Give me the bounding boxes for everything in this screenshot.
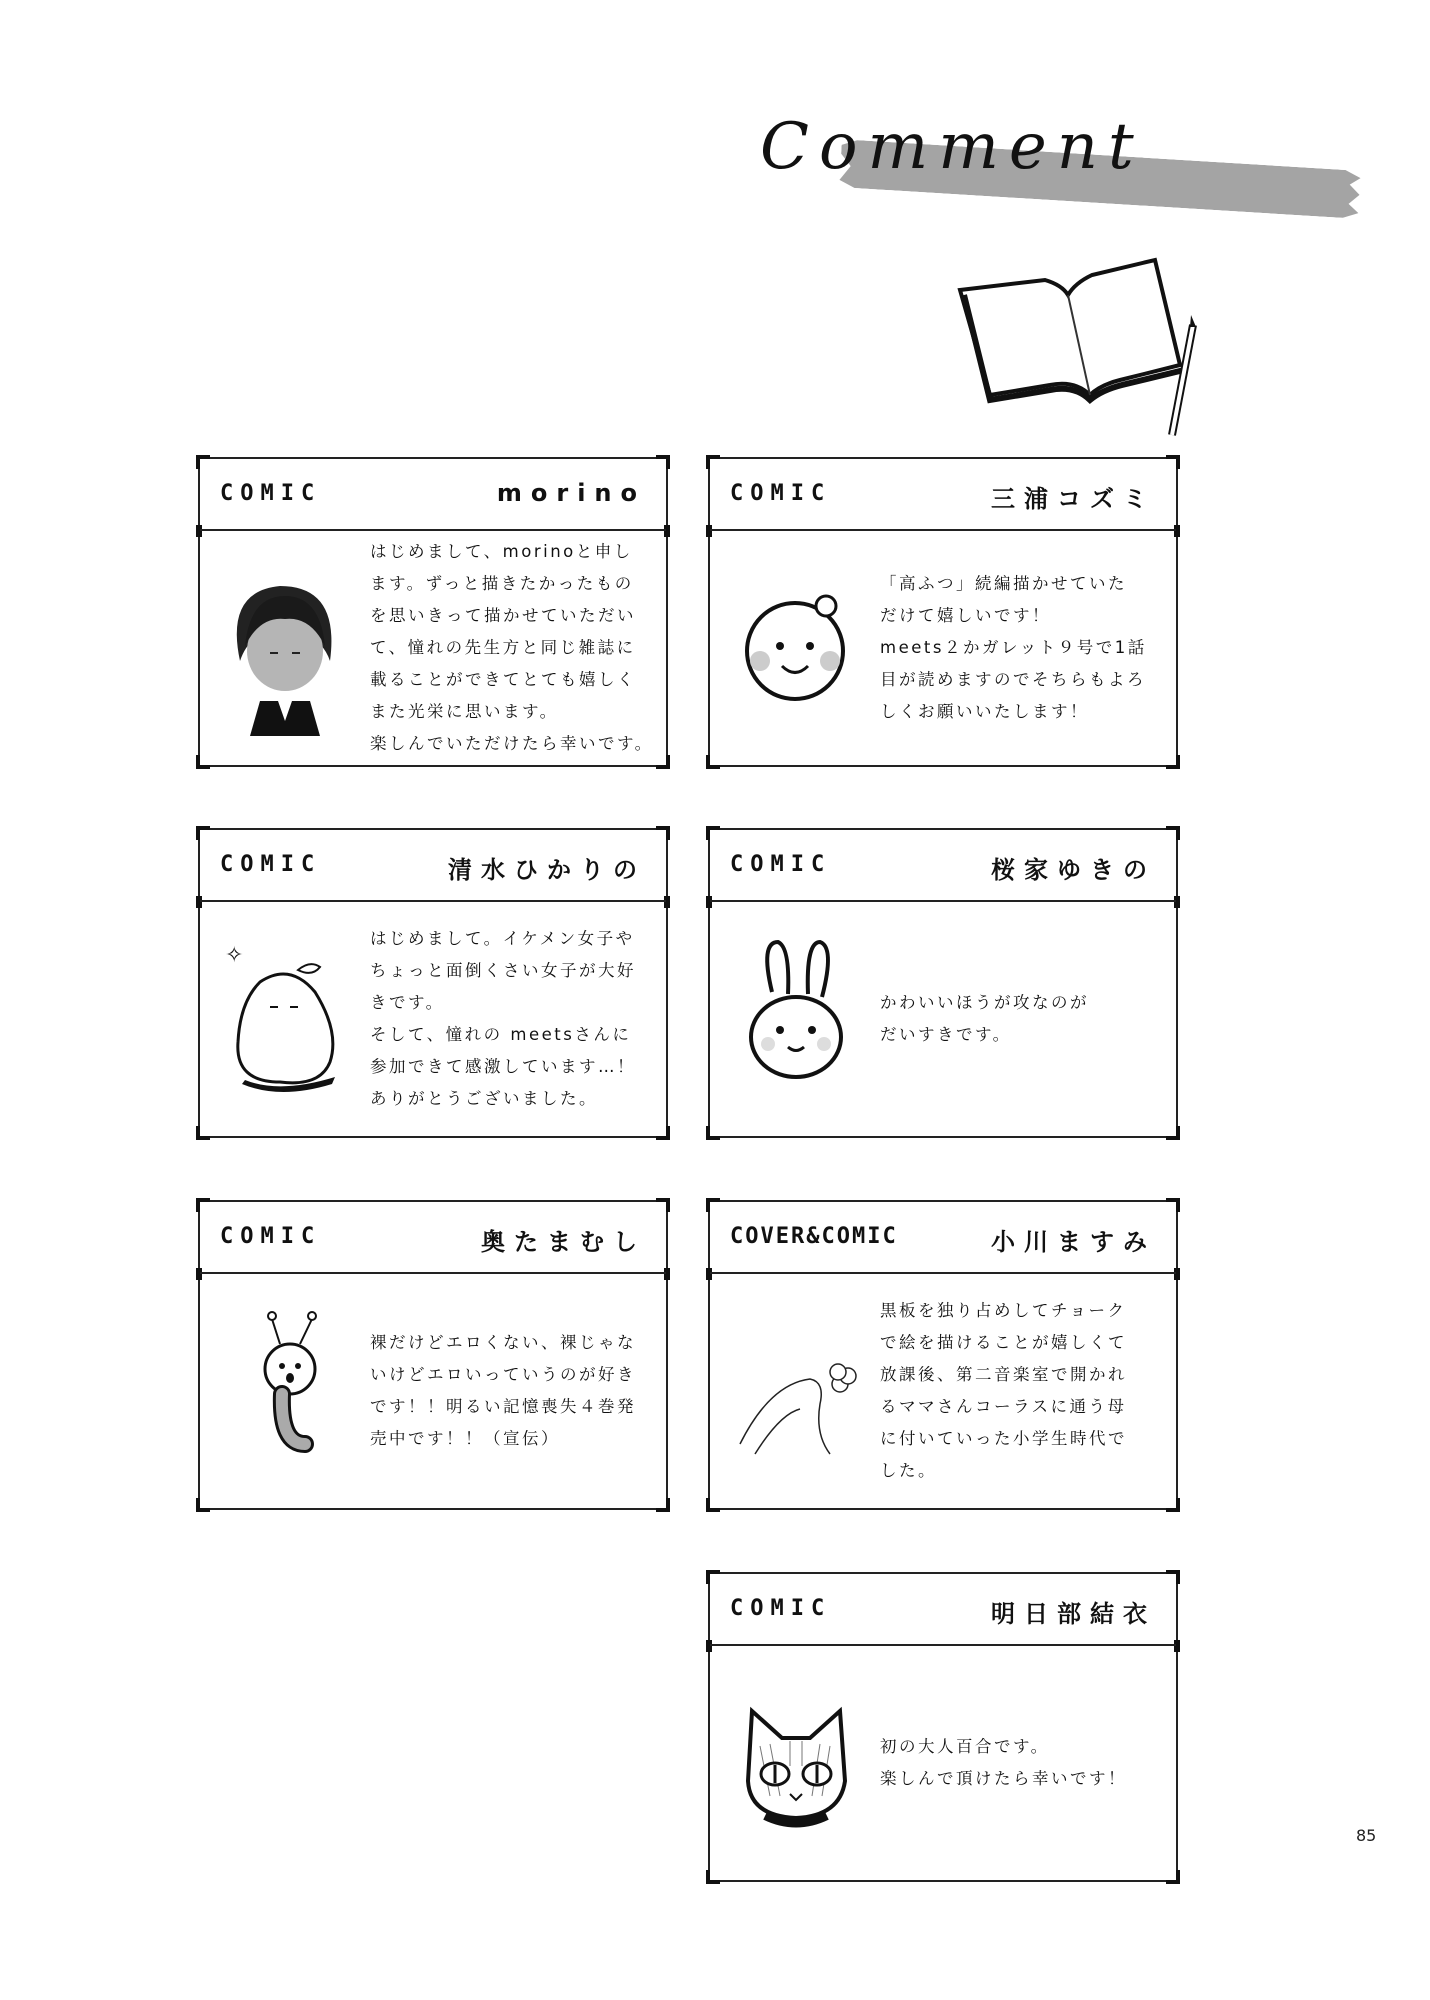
comment-text: 初の大人百合です。 楽しんで頂けたら幸いです！ [880, 1737, 1127, 1788]
potato-blob-icon [220, 922, 350, 1122]
card-header [710, 1574, 1176, 1646]
card-header [200, 1202, 666, 1274]
title-area [760, 110, 1380, 250]
open-book-icon [950, 245, 1210, 445]
card-type-label: COMIC [220, 1224, 322, 1249]
comment-card-shimizu-hikarino [198, 828, 668, 1138]
comment-text: はじめまして、morinoと申し ます。ずっと描きたかったもの を思いきって描かせていただい て、憧れの先生方と同じ雑誌に 載ることができてとても嬉しく また光栄に思います。 楽しんでいただけたら幸いです。 [370, 542, 654, 753]
comment-card-miura-kozumi [708, 457, 1178, 767]
card-header [710, 1202, 1176, 1274]
comment-text: 裸だけどエロくない、裸じゃな いけどエロいっていうのが好き です！！明るい記憶喪失４巻発 売中です！！（宣伝） [370, 1333, 636, 1448]
card-author-name: 桜家ゆきの [991, 856, 1156, 884]
comment-card-oku-tamamushi [198, 1200, 668, 1510]
comment-card-ogawa-masumi [708, 1200, 1178, 1510]
worm-character-icon [220, 1294, 350, 1494]
comment-text: はじめまして。イケメン女子や ちょっと面倒くさい女子が大好 きです。 そして、憧れの meetsさんに 参加できて感激しています…！ ありがとうございました。 [370, 929, 636, 1108]
card-type-label: COMIC [220, 481, 322, 506]
card-author-name: 明日部結衣 [991, 1600, 1156, 1628]
page-number: 85 [1356, 1826, 1377, 1845]
smiling-face-with-bun-icon [730, 551, 860, 751]
card-type-label: COVER&COMIC [730, 1224, 898, 1249]
comment-text: かわいいほうが攻なのが だいすきです。 [880, 993, 1089, 1044]
rabbit-face-icon [730, 922, 860, 1122]
card-author-name: 小川ますみ [991, 1228, 1156, 1256]
comment-card-asube-yui [708, 1572, 1178, 1882]
card-header [710, 459, 1176, 531]
cat-face-icon [730, 1666, 860, 1866]
card-author-name: 奥たまむし [481, 1228, 646, 1256]
card-type-label: COMIC [730, 481, 832, 506]
card-author-name: morino [496, 479, 646, 507]
page-title: Comment [760, 110, 1144, 184]
card-type-label: COMIC [730, 1596, 832, 1621]
line-sketch-figure-icon [730, 1294, 860, 1494]
card-type-label: COMIC [220, 852, 322, 877]
dark-haired-person-avatar-icon [220, 551, 350, 751]
card-header [200, 459, 666, 531]
comment-card-morino [198, 457, 668, 767]
comment-text: 「高ふつ」続編描かせていた だけて嬉しいです！ meets２かガレット９号で1話 目が読めますのでそちらもよろ しくお願いいたします！ [880, 574, 1147, 721]
card-header [200, 830, 666, 902]
svg-text:✧: ✧ [225, 943, 244, 968]
comment-card-sakuraya-yukino [708, 828, 1178, 1138]
card-header [710, 830, 1176, 902]
card-author-name: 清水ひかりの [448, 856, 646, 884]
comment-text: 黒板を独り占めしてチョーク で絵を描けることが嬉しくて 放課後、第二音楽室で開かれ るママさんコーラスに通う母 に付いていった小学生時代で した。 [880, 1301, 1127, 1480]
card-type-label: COMIC [730, 852, 832, 877]
card-author-name: 三浦コズミ [991, 485, 1156, 513]
